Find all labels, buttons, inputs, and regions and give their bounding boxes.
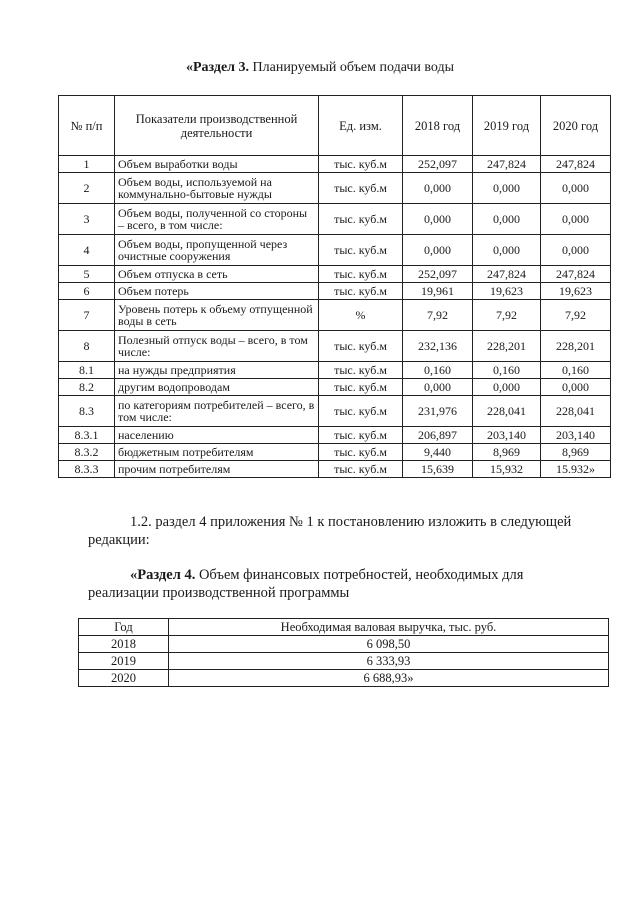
row-value-2018: 206,897 xyxy=(403,427,473,444)
row-value-2020: 0,000 xyxy=(541,379,611,396)
table-row xyxy=(79,636,609,653)
row-value-2019: 8,969 xyxy=(473,444,541,461)
paragraph-1-2-line2: редакции: xyxy=(88,532,150,548)
table-row xyxy=(59,204,611,235)
row-name: Уровень потерь к объему отпущенной воды в сеть xyxy=(115,300,319,331)
row-name: Объем воды, полученной со стороны – всего, в том числе: xyxy=(115,204,319,235)
row-value-2020: 247,824 xyxy=(541,266,611,283)
row-value-2020: 8,969 xyxy=(541,444,611,461)
row-num: 8.3.2 xyxy=(59,444,115,461)
row-unit: тыс. куб.м xyxy=(319,204,403,235)
table-row xyxy=(59,156,611,173)
row-value-2018: 0,000 xyxy=(403,204,473,235)
row-num: 8.1 xyxy=(59,362,115,379)
row-name: Полезный отпуск воды – всего, в том числе: xyxy=(115,331,319,362)
row-unit: тыс. куб.м xyxy=(319,427,403,444)
row-num: 6 xyxy=(59,283,115,300)
row-value-2018: 252,097 xyxy=(403,156,473,173)
row-unit: тыс. куб.м xyxy=(319,396,403,427)
paragraph-1-2-line1: 1.2. раздел 4 приложения № 1 к постановлению изложить в следующей xyxy=(130,514,572,530)
row-value-2020: 228,201 xyxy=(541,331,611,362)
row-revenue: 6 098,50 xyxy=(169,636,609,653)
table-header-row xyxy=(59,96,611,156)
row-value-2020: 203,140 xyxy=(541,427,611,444)
row-value-2019: 247,824 xyxy=(473,156,541,173)
table-row xyxy=(59,362,611,379)
row-value-2019: 15,932 xyxy=(473,461,541,478)
row-value-2018: 0,000 xyxy=(403,173,473,204)
row-value-2018: 231,976 xyxy=(403,396,473,427)
section3-title-bold: «Раздел 3. xyxy=(185,60,250,75)
row-unit: тыс. куб.м xyxy=(319,235,403,266)
row-value-2019: 228,041 xyxy=(473,396,541,427)
row-name: прочим потребителям xyxy=(115,461,319,478)
row-unit: тыс. куб.м xyxy=(319,283,403,300)
row-revenue: 6 333,93 xyxy=(169,653,609,670)
row-year: 2019 xyxy=(79,653,169,670)
row-num: 8.2 xyxy=(59,379,115,396)
header-2018: 2018 год xyxy=(403,96,473,156)
row-num: 5 xyxy=(59,266,115,283)
row-unit: тыс. куб.м xyxy=(319,362,403,379)
row-value-2020: 0,000 xyxy=(541,235,611,266)
row-value-2019: 203,140 xyxy=(473,427,541,444)
table-row xyxy=(59,379,611,396)
row-name: на нужды предприятия xyxy=(115,362,319,379)
row-value-2019: 0,000 xyxy=(473,173,541,204)
table-row xyxy=(59,235,611,266)
row-value-2018: 0,000 xyxy=(403,235,473,266)
table-row xyxy=(59,283,611,300)
row-value-2018: 232,136 xyxy=(403,331,473,362)
row-value-2018: 9,440 xyxy=(403,444,473,461)
row-name: Объем выработки воды xyxy=(115,156,319,173)
row-year: 2018 xyxy=(79,636,169,653)
row-num: 1 xyxy=(59,156,115,173)
section3-title xyxy=(0,60,640,76)
row-value-2019: 247,824 xyxy=(473,266,541,283)
row-value-2018: 0,160 xyxy=(403,362,473,379)
table-row xyxy=(59,396,611,427)
row-value-2019: 7,92 xyxy=(473,300,541,331)
header-indicator: Показатели производственной деятельности xyxy=(115,96,319,156)
row-value-2020: 0,000 xyxy=(541,204,611,235)
row-unit: тыс. куб.м xyxy=(319,266,403,283)
financial-needs-table xyxy=(78,618,609,687)
row-unit: тыс. куб.м xyxy=(319,444,403,461)
row-name: Объем отпуска в сеть xyxy=(115,266,319,283)
row-num: 8.3.1 xyxy=(59,427,115,444)
row-name: Объем воды, пропущенной через очистные сооружения xyxy=(115,235,319,266)
row-name: бюджетным потребителям xyxy=(115,444,319,461)
table-row xyxy=(59,331,611,362)
row-unit: тыс. куб.м xyxy=(319,173,403,204)
section4-title-text: Объем финансовых потребностей, необходимых для xyxy=(195,567,524,583)
row-revenue: 6 688,93» xyxy=(169,670,609,687)
header-num: № п/п xyxy=(59,96,115,156)
row-unit: тыс. куб.м xyxy=(319,379,403,396)
row-unit: тыс. куб.м xyxy=(319,331,403,362)
row-value-2018: 0,000 xyxy=(403,379,473,396)
row-value-2018: 15,639 xyxy=(403,461,473,478)
row-value-2020: 247,824 xyxy=(541,156,611,173)
row-value-2019: 0,160 xyxy=(473,362,541,379)
row-unit: тыс. куб.м xyxy=(319,461,403,478)
row-value-2020: 0,160 xyxy=(541,362,611,379)
water-supply-table xyxy=(58,95,611,478)
section4-title-line2: реализации производственной программы xyxy=(88,585,350,601)
header-revenue: Необходимая валовая выручка, тыс. руб. xyxy=(169,619,609,636)
row-num: 7 xyxy=(59,300,115,331)
row-value-2020: 19,623 xyxy=(541,283,611,300)
row-value-2018: 19,961 xyxy=(403,283,473,300)
row-value-2018: 7,92 xyxy=(403,300,473,331)
section4-title xyxy=(130,566,608,585)
row-num: 8.3 xyxy=(59,396,115,427)
row-name: населению xyxy=(115,427,319,444)
header-2020: 2020 год xyxy=(541,96,611,156)
row-num: 2 xyxy=(59,173,115,204)
table-row xyxy=(59,266,611,283)
row-value-2019: 19,623 xyxy=(473,283,541,300)
section3-title-text: Планируемый объем подачи воды xyxy=(249,60,455,75)
row-num: 8 xyxy=(59,331,115,362)
row-num: 3 xyxy=(59,204,115,235)
row-name: Объем потерь xyxy=(115,283,319,300)
row-value-2020: 15.932» xyxy=(541,461,611,478)
row-value-2020: 228,041 xyxy=(541,396,611,427)
row-num: 4 xyxy=(59,235,115,266)
section4-title-bold: «Раздел 4. xyxy=(130,567,196,583)
row-value-2019: 0,000 xyxy=(473,235,541,266)
row-value-2020: 0,000 xyxy=(541,173,611,204)
row-name: другим водопроводам xyxy=(115,379,319,396)
table-row xyxy=(59,300,611,331)
row-value-2019: 228,201 xyxy=(473,331,541,362)
table-header-row xyxy=(79,619,609,636)
row-name: Объем воды, используемой на коммунально-бытовые нужды xyxy=(115,173,319,204)
table-row xyxy=(59,427,611,444)
header-year: Год xyxy=(79,619,169,636)
row-year: 2020 xyxy=(79,670,169,687)
row-name: по категориям потребителей – всего, в том числе: xyxy=(115,396,319,427)
row-value-2019: 0,000 xyxy=(473,379,541,396)
row-value-2020: 7,92 xyxy=(541,300,611,331)
table-row xyxy=(59,173,611,204)
row-num: 8.3.3 xyxy=(59,461,115,478)
header-unit: Ед. изм. xyxy=(319,96,403,156)
row-value-2019: 0,000 xyxy=(473,204,541,235)
row-unit: % xyxy=(319,300,403,331)
table-row xyxy=(79,653,609,670)
row-unit: тыс. куб.м xyxy=(319,156,403,173)
row-value-2018: 252,097 xyxy=(403,266,473,283)
table-row xyxy=(79,670,609,687)
table-row xyxy=(59,444,611,461)
header-2019: 2019 год xyxy=(473,96,541,156)
table-row xyxy=(59,461,611,478)
